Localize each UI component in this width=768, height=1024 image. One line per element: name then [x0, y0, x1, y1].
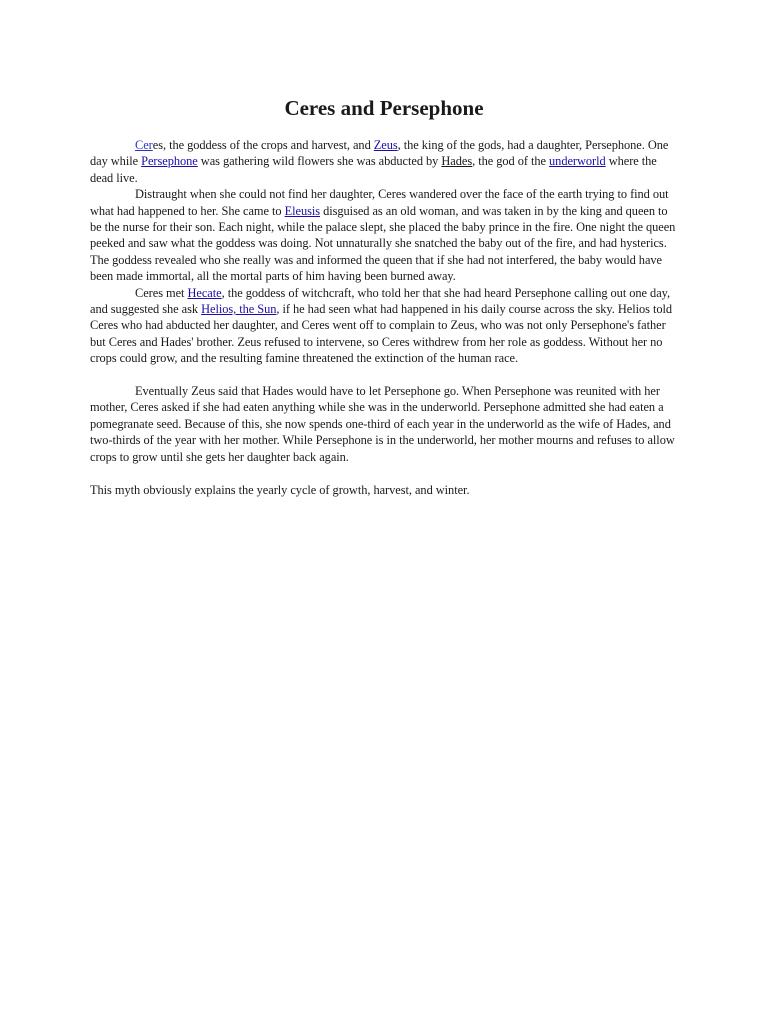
paragraph-1-text-1: es, the goddess of the crops and harvest, and [152, 138, 374, 152]
link-underworld[interactable]: underworld [549, 154, 606, 169]
paragraph-1-text-2: , the king of the gods, had a daughter, Persephone. One day while [90, 138, 669, 169]
paragraph-3-text-2: , the goddess of witchcraft, who told her that she had heard Persephone calling out one day, and suggested she ask [90, 285, 671, 317]
link-persephone[interactable]: Persephone [141, 154, 198, 169]
paragraph-1-text-4: , the god of the [472, 154, 550, 169]
paragraph-4: Eventually Zeus said that Hades would have to let Persephone go. When Persephone was reunited with her mother, Ceres asked if she had eaten anything while she was in the underworld. Persephone admitted she had eaten a pomegranate seed. Because of this, she now spends one-third of each year in the underworld as the wife of Hades, and two-thirds of the year with her mother. While Persephone is in the underworld, her mother mourns and refuses to allow crops to grow until she gets her daughter back again. [90, 384, 675, 464]
hades-underlined-text: Hades [441, 154, 473, 169]
paragraph-3 [90, 285, 682, 367]
paragraph-5: This myth obviously explains the yearly cycle of growth, harvest, and winter. [90, 483, 470, 498]
link-helios[interactable]: Helios, the Sun [201, 302, 277, 317]
link-hecate[interactable]: Hecate [187, 285, 222, 300]
paragraph-3-text-3: , if he had seen what had happened in his daily course across the sky. Helios told Ceres who had abducted her daughter, and Ceres went off to complain to Zeus, who was not only Persephone's father but Ceres and Hades' brother. Zeus refused to intervene, so Ceres withdrew from her role as goddess. Without her no crops could grow, and the resulting famine threatened the extinction of the human race. [90, 302, 673, 366]
document-body [90, 137, 682, 499]
paragraph-2-text-1: Distraught when she could not find her daughter, Ceres wandered over the face of the earth trying to find out what had happened to her. She came to [90, 187, 669, 218]
paragraph-3-text-1: Ceres met [135, 285, 188, 300]
link-eleusis[interactable]: Eleusis [284, 203, 321, 218]
link-zeus[interactable]: Zeus [373, 138, 398, 152]
link-ceres[interactable]: Cer [135, 138, 153, 152]
paragraph-2-text-2: disguised as an old woman, and was taken in by the king and queen to be the nurse for their son. Each night, while the palace slept, she placed the baby prince in the fire. One night the queen peeked and saw what the goddess was doing. Not unnaturally she snatched the baby out of the fire, and had hysterics. The goddess revealed who she really was and informed the queen that if she had not interfered, the baby would have been made immortal, all the mortal parts of him having been burned away. [90, 203, 676, 284]
paragraph-1-text-3: was gathering wild flowers she was abducted by [197, 154, 442, 169]
paragraph-1-text-5: where the dead live. [90, 154, 657, 185]
page-title: Ceres and Persephone [284, 96, 484, 120]
paragraph-1 [90, 137, 682, 186]
paragraph-2 [90, 186, 682, 284]
